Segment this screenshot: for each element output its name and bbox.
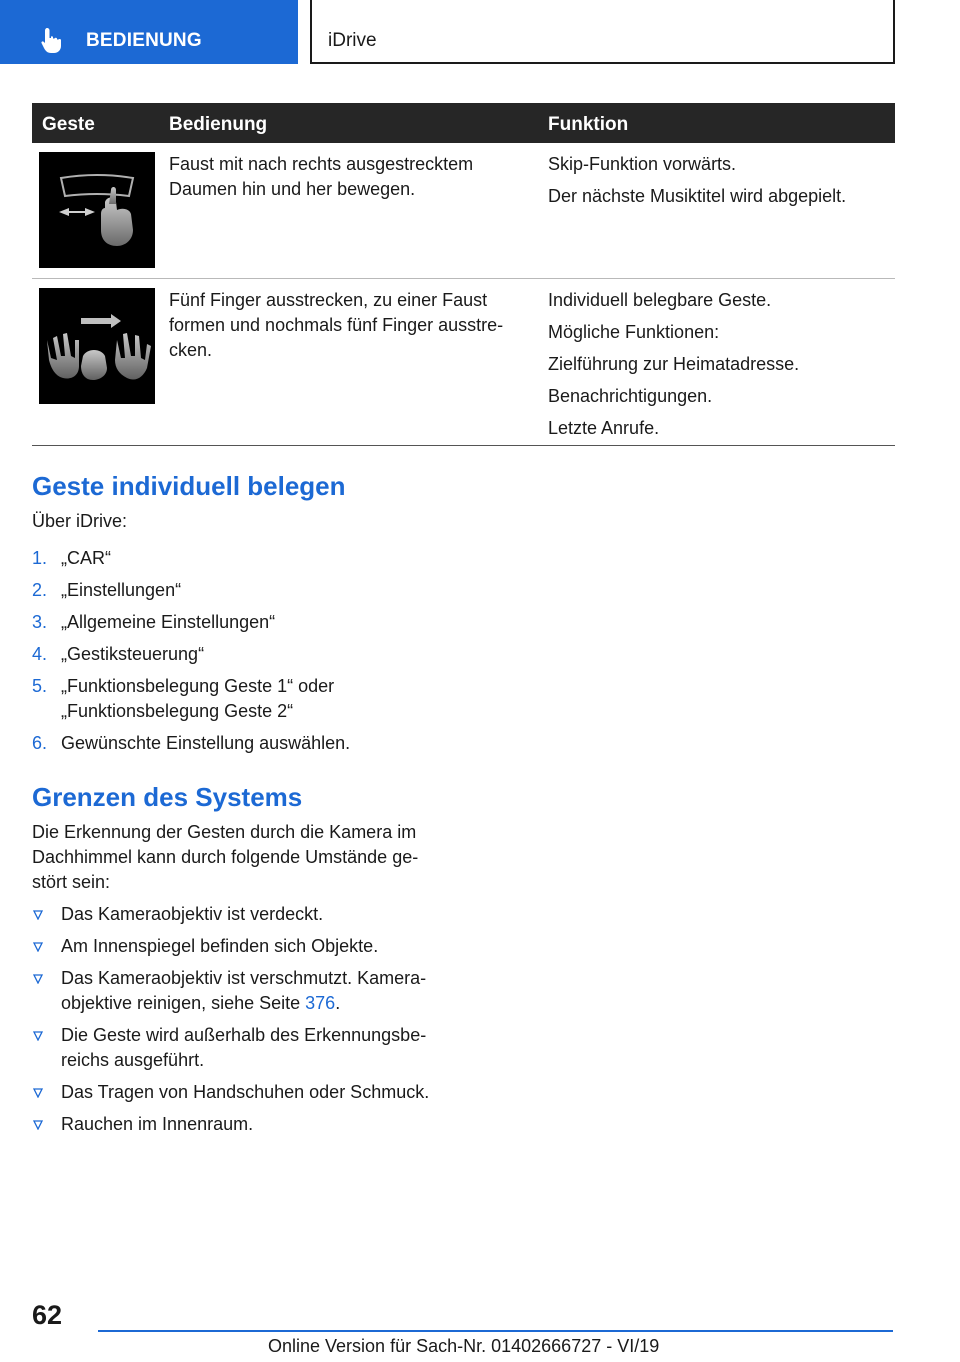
fist-thumb-swipe-icon — [39, 152, 155, 268]
list-item — [32, 610, 452, 635]
triangle-bullet-icon — [33, 974, 43, 984]
triangle-bullet-icon — [33, 910, 43, 920]
list-item — [32, 966, 452, 1016]
section-title: Geste individuell belegen — [32, 471, 346, 501]
operation-text: Faust mit nach rechts ausgestrecktem Daumen hin und her bewegen. — [169, 154, 474, 199]
five-finger-fist-icon — [39, 288, 155, 404]
list-item — [32, 674, 452, 724]
step-number: 4. — [32, 644, 48, 664]
step-text: „CAR“ — [61, 548, 111, 568]
bullet-text: Am Innenspiegel befinden sich Objekte. — [61, 936, 379, 956]
footer-text: Online Version für Sach-Nr. 01402666727 - VI/19 — [268, 1336, 660, 1356]
section-label: BEDIENUNG — [86, 30, 202, 51]
page-number: 62 — [32, 1300, 63, 1330]
step-text: „Allgemeine Einstellungen“ — [61, 612, 276, 632]
bullet-text: Rauchen im Innenraum. — [61, 1114, 254, 1134]
triangle-bullet-icon — [33, 1031, 43, 1041]
function-text: Individuell belegbare Geste. — [548, 290, 772, 310]
steps-list — [32, 546, 452, 763]
section-intro: Über iDrive: — [32, 511, 128, 531]
list-item — [32, 642, 452, 667]
list-item — [32, 1112, 452, 1137]
step-text: „Einstellungen“ — [61, 580, 182, 600]
list-item — [32, 902, 452, 927]
list-item — [32, 546, 452, 571]
operation-text: Fünf Finger ausstrecken, zu einer Faust formen und nochmals fünf Finger ausstre-cken. — [169, 290, 504, 360]
triangle-bullet-icon — [33, 942, 43, 952]
header-chapter-tab — [310, 0, 895, 64]
footer-divider — [98, 1330, 893, 1332]
function-text: Der nächste Musiktitel wird abgepielt. — [548, 186, 847, 206]
step-text: Gewünschte Einstellung auswählen. — [61, 733, 351, 753]
function-text: Zielführung zur Heimatadresse. — [548, 354, 800, 374]
function-text: Benachrichtigungen. — [548, 386, 713, 406]
list-item — [32, 578, 452, 603]
table-header — [32, 103, 895, 143]
section-title: Grenzen des Systems — [32, 782, 303, 812]
column-header-geste: Geste — [42, 114, 95, 135]
step-text: „Gestiksteuerung“ — [61, 644, 205, 664]
step-number: 1. — [32, 548, 48, 568]
triangle-bullet-icon — [33, 1088, 43, 1098]
step-number: 5. — [32, 676, 48, 696]
step-number: 6. — [32, 733, 48, 753]
limits-list — [32, 902, 452, 1144]
function-cell — [548, 288, 893, 448]
function-text: Letzte Anrufe. — [548, 418, 660, 438]
list-item — [32, 1080, 452, 1105]
gesture-table — [32, 103, 895, 446]
table-row — [32, 279, 895, 446]
pointing-hand-icon — [38, 26, 66, 54]
step-text: „Funktionsbelegung Geste 1“ oder „Funktionsbelegung Geste 2“ — [61, 676, 335, 721]
list-item — [32, 1023, 452, 1073]
triangle-bullet-icon — [33, 1120, 43, 1130]
bullet-text-end: . — [335, 993, 341, 1013]
step-number: 3. — [32, 612, 48, 632]
function-text: Skip-Funktion vorwärts. — [548, 154, 737, 174]
list-item — [32, 731, 452, 756]
column-header-bedienung: Bedienung — [169, 114, 268, 135]
header-section-tab — [0, 0, 298, 64]
column-header-funktion: Funktion — [548, 114, 629, 135]
bullet-text: Das Kameraobjektiv ist verdeckt. — [61, 904, 324, 924]
function-cell — [548, 152, 893, 216]
page-reference-link[interactable]: 376 — [305, 993, 336, 1013]
chapter-label: iDrive — [328, 30, 377, 51]
bullet-text: Das Tragen von Handschuhen oder Schmuck. — [61, 1082, 430, 1102]
bullet-text: Die Geste wird außerhalb des Erkennungsbe-reichs ausgeführt. — [61, 1025, 427, 1070]
section-intro: Die Erkennung der Gesten durch die Kamera im Dachhimmel kann durch folgende Umstände ge-stört sein: — [32, 822, 419, 892]
list-item — [32, 934, 452, 959]
bullet-text: Das Kameraobjektiv ist verschmutzt. Kamera-objektive reinigen, siehe Seite — [61, 968, 427, 1013]
table-row — [32, 143, 895, 279]
step-number: 2. — [32, 580, 48, 600]
function-text: Mögliche Funktionen: — [548, 322, 720, 342]
